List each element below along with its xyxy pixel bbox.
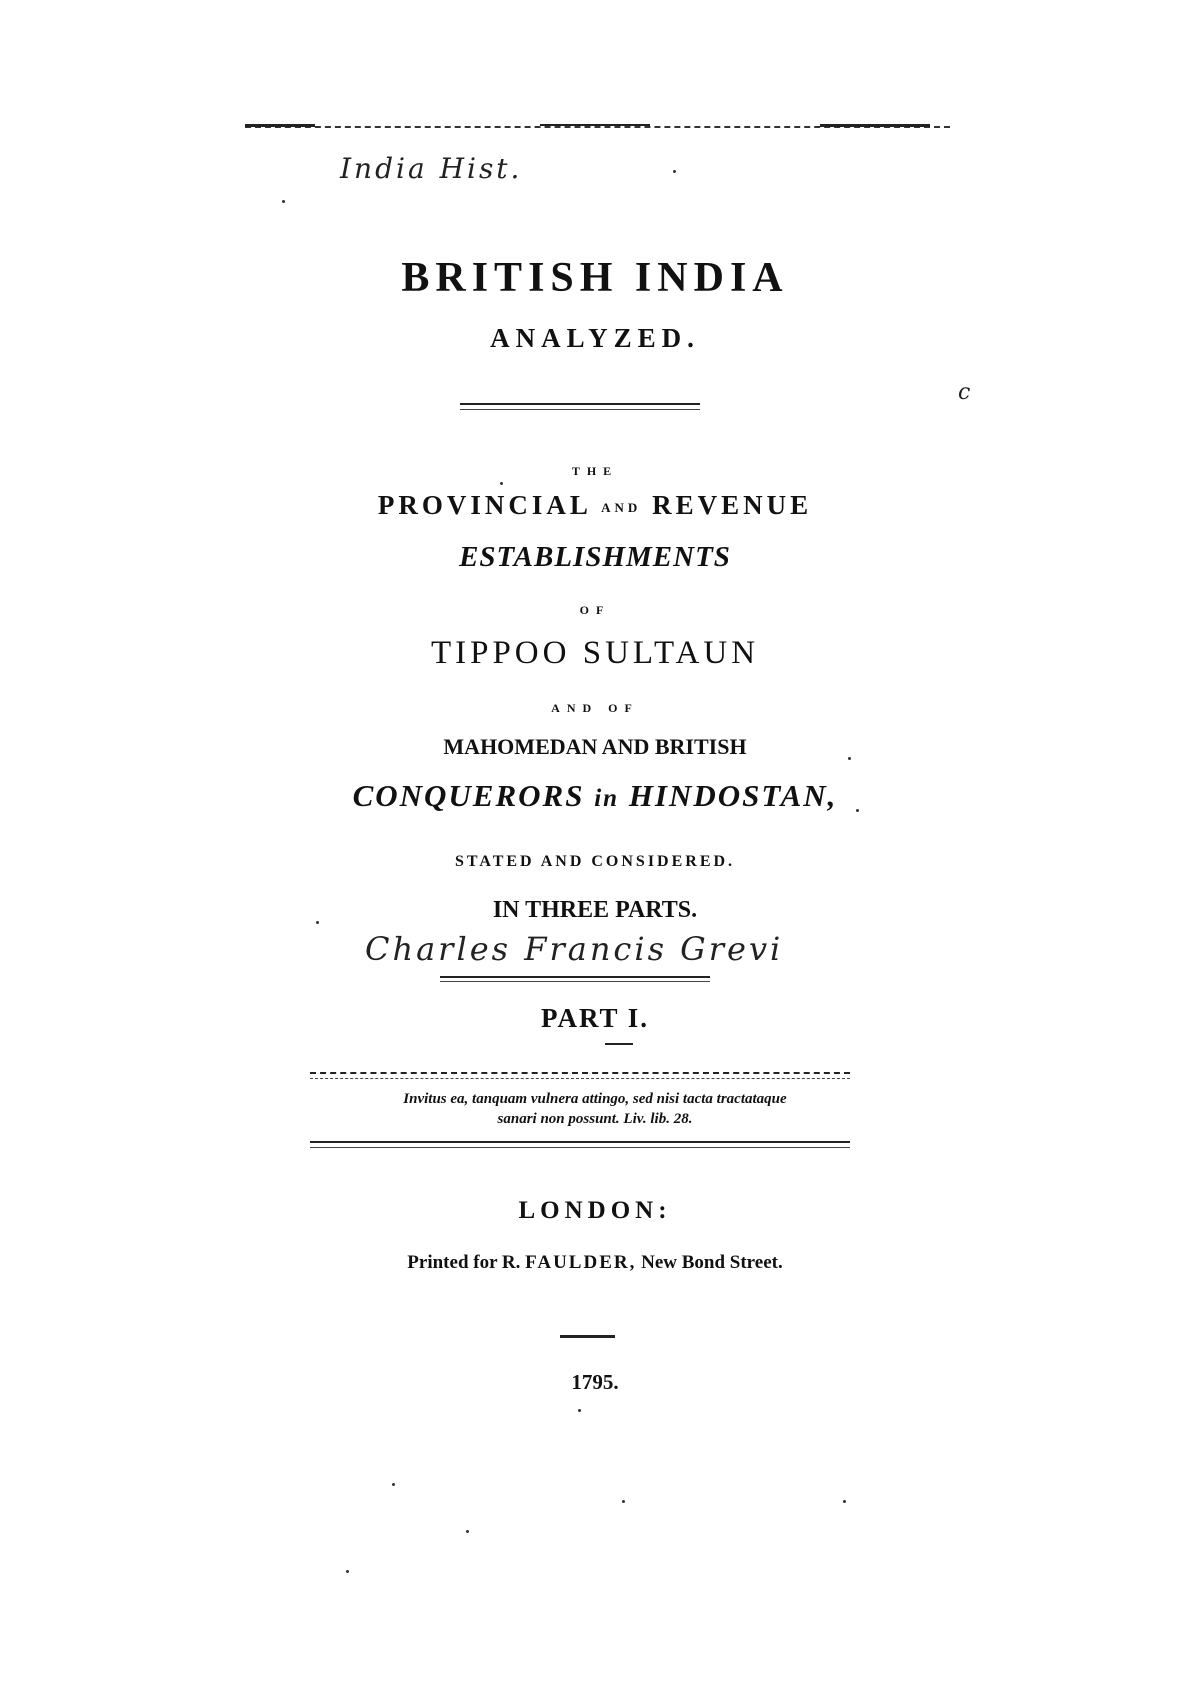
page-subtitle: ANALYZED.	[490, 323, 700, 353]
year-line: 1795.	[571, 1370, 619, 1394]
imprint-suffix: New Bond Street.	[641, 1252, 783, 1273]
speck	[843, 1500, 846, 1503]
provincial-word: PROVINCIAL	[377, 490, 591, 520]
hindostan-word: HINDOSTAN,	[628, 778, 838, 813]
speck	[673, 170, 676, 173]
and-word: AND	[601, 499, 642, 515]
top-rule-accent	[540, 124, 650, 126]
signature-underline	[440, 981, 710, 982]
handwritten-note: India Hist.	[340, 152, 523, 185]
speck	[466, 1530, 469, 1533]
city-line: LONDON:	[518, 1197, 672, 1224]
epigraph-top-rule	[310, 1072, 850, 1074]
part-line: PART I.	[540, 1003, 650, 1033]
part-underline	[605, 1043, 633, 1045]
conquerors-word: CONQUERORS	[352, 778, 585, 813]
speck	[856, 809, 859, 812]
the-label: THE	[571, 464, 619, 478]
signature-underline	[440, 976, 710, 978]
imprint-line	[0, 1252, 1190, 1274]
epigraph-top-rule	[310, 1078, 850, 1079]
speck	[316, 921, 319, 924]
establishments-line: ESTABLISHMENTS	[459, 541, 731, 573]
ornamental-rule	[460, 409, 700, 410]
short-rule	[560, 1335, 615, 1338]
and-of-label: AND OF	[551, 701, 639, 715]
in-word: in	[594, 785, 620, 812]
provincial-line	[0, 490, 1190, 521]
ornamental-rule	[460, 403, 700, 405]
margin-mark: c	[958, 380, 971, 405]
stated-line: STATED AND CONSIDERED.	[454, 853, 736, 870]
handwritten-signature: Charles Francis Grevi	[365, 930, 784, 968]
speck	[500, 482, 503, 485]
epigraph-bottom-rule	[310, 1147, 850, 1148]
speck	[392, 1483, 395, 1486]
revenue-word: REVENUE	[652, 490, 813, 520]
imprint-prefix: Printed for R.	[407, 1252, 521, 1273]
speck	[622, 1500, 625, 1503]
tippoo-line: TIPPOO SULTAUN	[430, 635, 760, 671]
mahomedan-line: MAHOMEDAN AND BRITISH	[443, 734, 747, 759]
of-label: OF	[579, 603, 611, 617]
epigraph-line-1: Invitus ea, tanquam vulnera attingo, sed nisi tacta tractataque	[403, 1091, 787, 1107]
page-title: BRITISH INDIA	[401, 255, 789, 301]
top-rule-accent	[245, 124, 315, 127]
top-rule-accent	[820, 124, 930, 127]
conquerors-line	[0, 778, 1190, 814]
speck	[578, 1409, 581, 1412]
epigraph-line-2: sanari non possunt. Liv. lib. 28.	[497, 1111, 693, 1127]
epigraph-bottom-rule	[310, 1141, 850, 1143]
speck	[848, 757, 851, 760]
imprint-name: FAULDER,	[525, 1252, 637, 1273]
speck	[282, 200, 285, 203]
three-parts-line: IN THREE PARTS.	[492, 897, 698, 923]
speck	[346, 1570, 349, 1573]
